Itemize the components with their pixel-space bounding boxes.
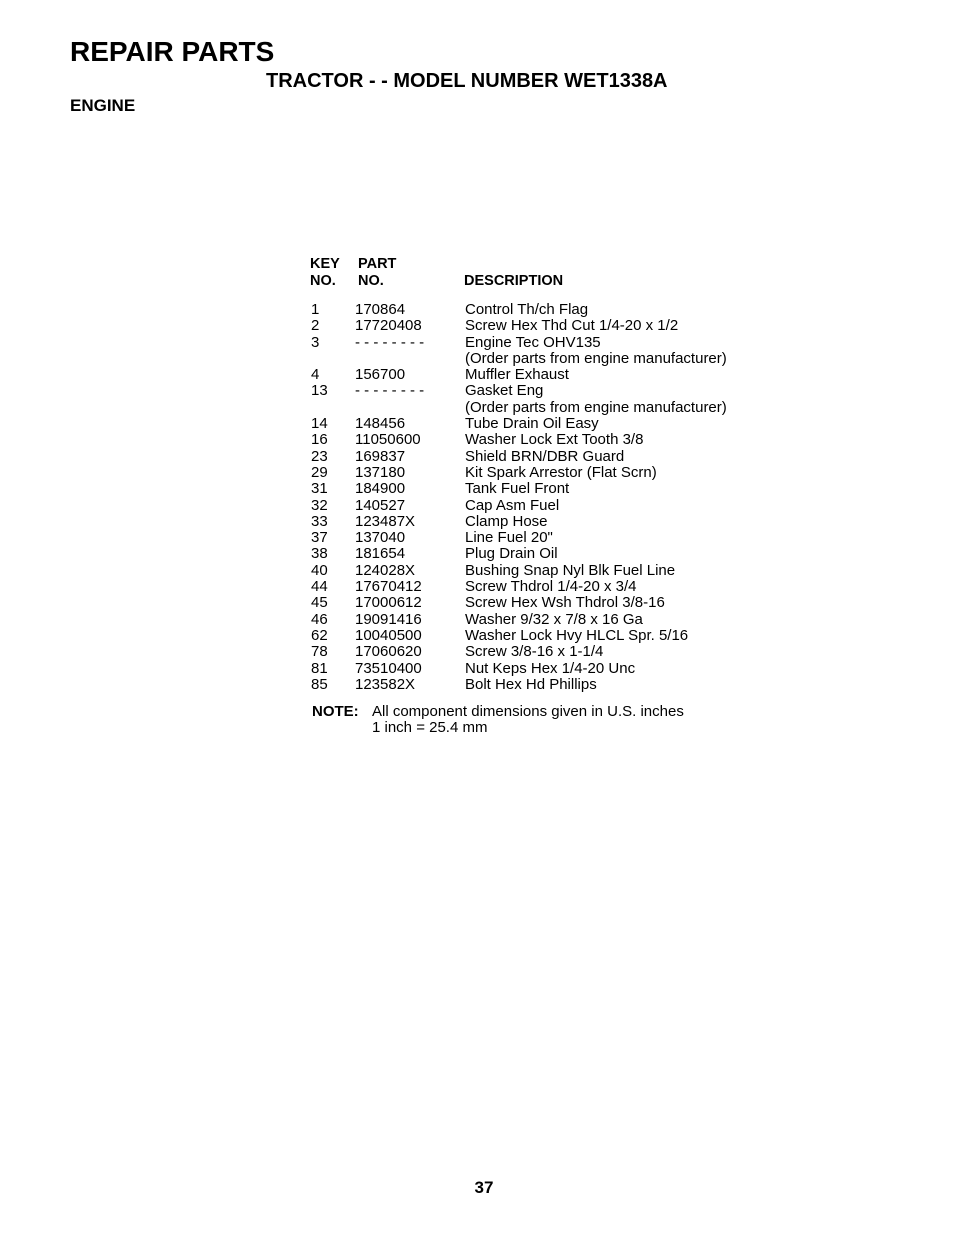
table-row [310,644,770,660]
key-no-cell: 23 [311,447,328,465]
description-cell: Washer 9/32 x 7/8 x 16 Ga [465,610,643,628]
key-no-cell: 2 [311,317,320,335]
description-cell: Nut Keps Hex 1/4-20 Unc [465,659,636,677]
table-row [310,465,770,481]
table-row [310,612,770,628]
note-line-1: All component dimensions given in U.S. inches [372,703,684,720]
description-cell: Screw Thdrol 1/4-20 x 3/4 [465,578,637,596]
table-row [310,302,770,318]
description-cell: (Order parts from engine manufacturer) [465,349,727,367]
description-cell: Bushing Snap Nyl Blk Fuel Line [465,561,676,579]
table-row [310,449,770,465]
part-no-cell: 17670412 [355,578,422,596]
table-row [310,530,770,546]
description-cell: Cap Asm Fuel [465,496,560,514]
description-cell: Muffler Exhaust [465,366,569,384]
key-no-cell: 3 [311,333,320,351]
header-key-top: KEY [310,256,340,272]
table-row [310,661,770,677]
header-key-bottom: NO. [310,273,336,289]
table-row [310,595,770,611]
description-cell: Washer Lock Hvy HLCL Spr. 5/16 [465,626,689,644]
part-no-cell: 140527 [355,496,406,514]
note-label: NOTE: [312,703,359,720]
key-no-cell: 4 [311,366,320,384]
description-cell: Shield BRN/DBR Guard [465,447,625,465]
table-row [310,546,770,562]
description-cell: Bolt Hex Hd Phillips [465,675,597,693]
description-cell: Screw Hex Wsh Thdrol 3/8-16 [465,594,665,612]
header-description: DESCRIPTION [464,273,564,289]
section-heading: ENGINE [70,96,136,115]
key-no-cell: 38 [311,545,328,563]
table-row [310,579,770,595]
key-no-cell: 14 [311,415,328,433]
part-no-cell: 156700 [355,366,406,384]
table-row [310,514,770,530]
part-no-cell: 123582X [355,675,416,693]
table-row [310,335,770,351]
table-row [310,383,770,399]
description-cell: Control Th/ch Flag [465,301,589,318]
key-no-cell: 44 [311,578,328,596]
part-no-cell: 73510400 [355,659,422,677]
part-no-cell: 11050600 [355,431,421,449]
key-no-cell: 78 [311,643,328,661]
part-no-cell: - - - - - - - - [355,382,425,400]
description-cell: Engine Tec OHV135 [465,333,601,351]
key-no-cell: 16 [311,431,328,449]
description-cell: Screw 3/8-16 x 1-1/4 [465,643,604,661]
part-no-cell: 181654 [355,545,406,563]
table-row [310,432,770,448]
part-no-cell: 170864 [355,301,406,318]
description-cell: Clamp Hose [465,512,548,530]
part-no-cell: 10040500 [355,626,422,644]
header-part-bottom: NO. [358,273,384,289]
table-row [310,628,770,644]
model-subtitle: TRACTOR - - MODEL NUMBER WET1338A [266,70,668,92]
key-no-cell: 13 [311,382,328,400]
key-no-cell: 33 [311,512,328,530]
part-no-cell: 123487X [355,512,416,530]
part-no-cell: 17720408 [355,317,422,335]
parts-table-body [310,302,770,693]
description-cell: (Order parts from engine manufacturer) [465,398,727,416]
description-cell: Tube Drain Oil Easy [465,415,599,433]
table-row [310,677,770,693]
note-line-2: 1 inch = 25.4 mm [372,719,488,736]
key-no-cell: 81 [311,659,328,677]
description-cell: Tank Fuel Front [465,480,570,498]
page-title: REPAIR PARTS [70,36,275,67]
table-row [310,351,770,367]
parts-table-header [310,256,770,302]
key-no-cell: 37 [311,529,328,547]
description-cell: Washer Lock Ext Tooth 3/8 [465,431,644,449]
key-no-cell: 31 [311,480,328,498]
part-no-cell: 148456 [355,415,406,433]
table-row [310,416,770,432]
part-no-cell: 137180 [355,463,406,481]
key-no-cell: 85 [311,675,328,693]
description-cell: Screw Hex Thd Cut 1/4-20 x 1/2 [465,317,679,335]
header-part-top: PART [358,256,397,272]
table-row [310,498,770,514]
part-no-cell: 17060620 [355,643,422,661]
key-no-cell: 46 [311,610,328,628]
description-cell: Gasket Eng [465,382,544,400]
table-row [310,367,770,383]
page-number: 37 [474,1178,494,1197]
key-no-cell: 32 [311,496,328,514]
key-no-cell: 40 [311,561,328,579]
table-row [310,400,770,416]
description-cell: Line Fuel 20" [465,529,553,547]
part-no-cell: - - - - - - - - [355,333,425,351]
key-no-cell: 45 [311,594,328,612]
part-no-cell: 184900 [355,480,406,498]
table-row [310,318,770,334]
part-no-cell: 124028X [355,561,416,579]
key-no-cell: 1 [311,301,320,318]
parts-table [310,256,770,693]
description-cell: Kit Spark Arrestor (Flat Scrn) [465,463,657,481]
part-no-cell: 19091416 [355,610,422,628]
table-row [310,481,770,497]
part-no-cell: 169837 [355,447,406,465]
table-row [310,563,770,579]
key-no-cell: 29 [311,463,328,481]
part-no-cell: 137040 [355,529,406,547]
part-no-cell: 17000612 [355,594,422,612]
key-no-cell: 62 [311,626,328,644]
description-cell: Plug Drain Oil [465,545,558,563]
